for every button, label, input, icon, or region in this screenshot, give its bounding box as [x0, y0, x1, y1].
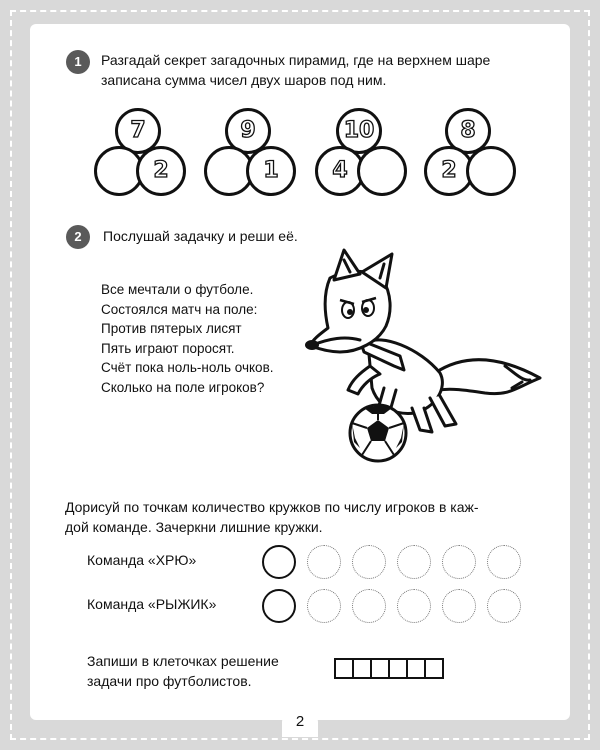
task2-text: Послушай задачку и реши её. — [103, 228, 298, 244]
answer-cells — [334, 658, 442, 679]
pyramid-right-ball[interactable] — [357, 146, 407, 196]
pyramid-top-ball: 7 — [115, 108, 161, 154]
poem-line: Против пятерых лисят — [101, 321, 242, 336]
task-number-badge: 1 — [66, 50, 90, 74]
pyramid-top-ball: 8 — [445, 108, 491, 154]
dotted-circle[interactable] — [397, 589, 431, 623]
answer-cell[interactable] — [388, 658, 408, 679]
dotted-circle[interactable] — [442, 545, 476, 579]
team-label-hryu: Команда «ХРЮ» — [87, 552, 197, 568]
poem — [101, 280, 274, 397]
fox-illustration — [300, 248, 550, 473]
task3-text-line2: дой команде. Зачеркни лишние кружки. — [65, 519, 323, 535]
answer-cell[interactable] — [334, 658, 354, 679]
task4-text-line1: Запиши в клеточках решение — [87, 653, 279, 669]
dotted-circle[interactable] — [307, 589, 341, 623]
dotted-circle[interactable] — [487, 589, 521, 623]
task1-text-line1: Разгадай секрет загадочных пирамид, где на верхнем шаре — [101, 52, 491, 68]
answer-cell[interactable] — [424, 658, 444, 679]
page-number: 2 — [282, 707, 318, 737]
team-label-ryzhik: Команда «РЫЖИК» — [87, 596, 217, 612]
pyramid-left-ball: 2 — [424, 146, 474, 196]
pyramid-top-ball: 9 — [225, 108, 271, 154]
solid-circle — [262, 545, 296, 579]
poem-line: Состоялся матч на поле: — [101, 301, 258, 317]
answer-cell[interactable] — [352, 658, 372, 679]
solid-circle — [262, 589, 296, 623]
task3-text-line1: Дорисуй по точкам количество кружков по числу игроков в каж- — [65, 499, 479, 515]
pyramid-left-ball: 4 — [315, 146, 365, 196]
poem-line: Все мечтали о футболе. — [101, 282, 254, 297]
dotted-circle[interactable] — [307, 545, 341, 579]
task1-text-line2: записана сумма чисел двух шаров под ним. — [101, 72, 387, 88]
dotted-circle[interactable] — [352, 589, 386, 623]
task4-text-line2: задачи про футболистов. — [87, 673, 252, 689]
dotted-circle[interactable] — [442, 589, 476, 623]
pyramid-right-ball: 2 — [136, 146, 186, 196]
dotted-circle[interactable] — [487, 545, 521, 579]
soccer-ball-icon — [350, 405, 406, 461]
pyramid-right-ball: 1 — [246, 146, 296, 196]
answer-cell[interactable] — [370, 658, 390, 679]
pyramid-top-ball: 10 — [336, 108, 382, 154]
dotted-circle[interactable] — [352, 545, 386, 579]
task-number-badge: 2 — [66, 225, 90, 249]
dotted-circle[interactable] — [397, 545, 431, 579]
poem-line: Счёт пока ноль-ноль очков. — [101, 360, 274, 375]
poem-line: Пять играют поросят. — [101, 340, 235, 356]
pyramid-right-ball[interactable] — [466, 146, 516, 196]
poem-line: Сколько на поле игроков? — [101, 379, 265, 395]
answer-cell[interactable] — [406, 658, 426, 679]
